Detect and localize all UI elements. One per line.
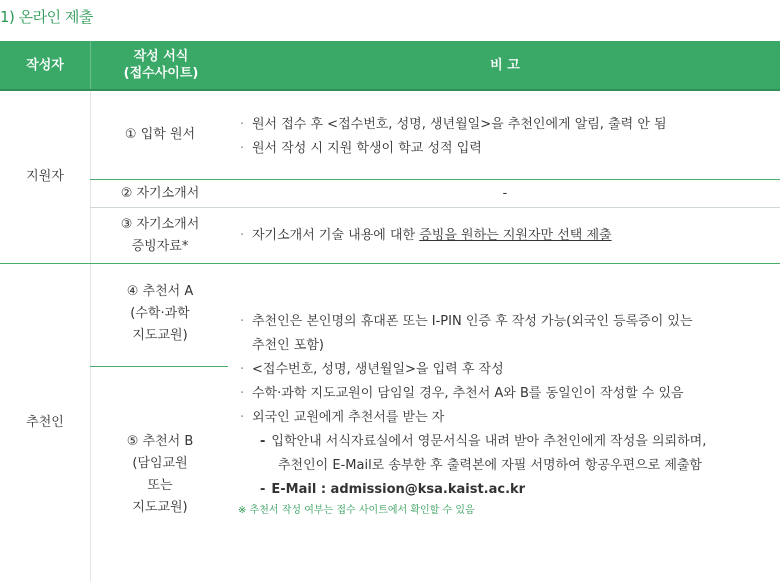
form-b-line1: ⑤ 추천서 B [126,434,194,449]
form-a-line3: 지도교원) [132,328,188,343]
recommender-label: 추천인 [26,414,64,430]
form-b-line4: 지도교원) [132,500,188,515]
form-b-line2: (담임교원 [132,456,188,471]
form-b-line3: 또는 [147,478,173,493]
dash-marker: - [260,434,266,449]
note-item: · 수학·과학 지도교원이 담임일 경우, 추천서 A와 B를 동일인이 작성할 수 있음 [238,382,706,406]
group-divider [0,263,780,264]
form-a-line2: (수학·과학 [130,306,190,321]
applicant-label: 지원자 [26,169,64,184]
note-item: · 원서 접수 후 <접수번호, 성명, 생년월일>을 추천인에게 알림, 출력 안 됨 [238,113,667,137]
sub-item-continued: 추천인이 E-Mail로 송부한 후 출력본에 자필 서명하여 항공우편으로 제출함 [278,458,702,473]
note-item [238,224,612,248]
header-author: 작성자 [0,41,90,89]
note-self-intro: - [502,185,508,201]
note-evidence-underlined: 증빙을 원하는 지원자만 선택 제출 [419,228,612,243]
note-item: · <접수번호, 성명, 생년월일>을 입력 후 작성 [238,358,706,382]
header-notes: 비 고 [230,41,780,89]
header-form-line2: (접수사이트) [123,66,199,81]
notes-admission [238,113,667,161]
form-a-line1: ④ 추천서 A [126,284,194,299]
header-form-line1: 작성 서식 [133,49,189,64]
sub-item-email [238,478,706,502]
sub-item-text: 입학안내 서식자료실에서 영문서식을 내려 받아 추천인에게 작성을 의뢰하며, [271,434,707,449]
form-admission: ① 입학 원서 [124,127,196,142]
note-item: · 추천인은 본인명의 휴대폰 또는 I-PIN 인증 후 작성 가능(외국인 등록증이 있는 [238,310,706,334]
form-recommendation-a [90,274,230,354]
form-divider [90,366,228,367]
form-evidence-line1: ③ 자기소개서 [120,216,200,232]
notes-recommender [238,310,706,520]
section-title: 1) 온라인 제출 [0,8,93,26]
note-item: · 원서 작성 시 지원 학생이 학교 성적 입력 [238,137,667,161]
note-item-continued: 추천인 포함) [252,338,324,353]
sub-item [238,430,706,454]
form-recommendation-b [90,420,230,530]
notes-evidence [238,224,612,248]
footnote: ※ 추천서 작성 여부는 접수 사이트에서 확인할 수 있음 [238,505,475,516]
form-self-intro-evidence [90,208,230,263]
form-self-intro: ② 자기소개서 [120,185,200,201]
email-text: E-Mail : admission@ksa.kaist.ac.kr [271,482,526,497]
dash-marker: - [260,482,266,497]
note-item: · 외국인 교원에게 추천서를 받는 자 [238,406,706,430]
header-form [90,41,232,89]
form-evidence-line2: 증빙자료* [131,238,189,254]
note-evidence-prefix: 자기소개서 기술 내용에 대한 [252,228,420,243]
